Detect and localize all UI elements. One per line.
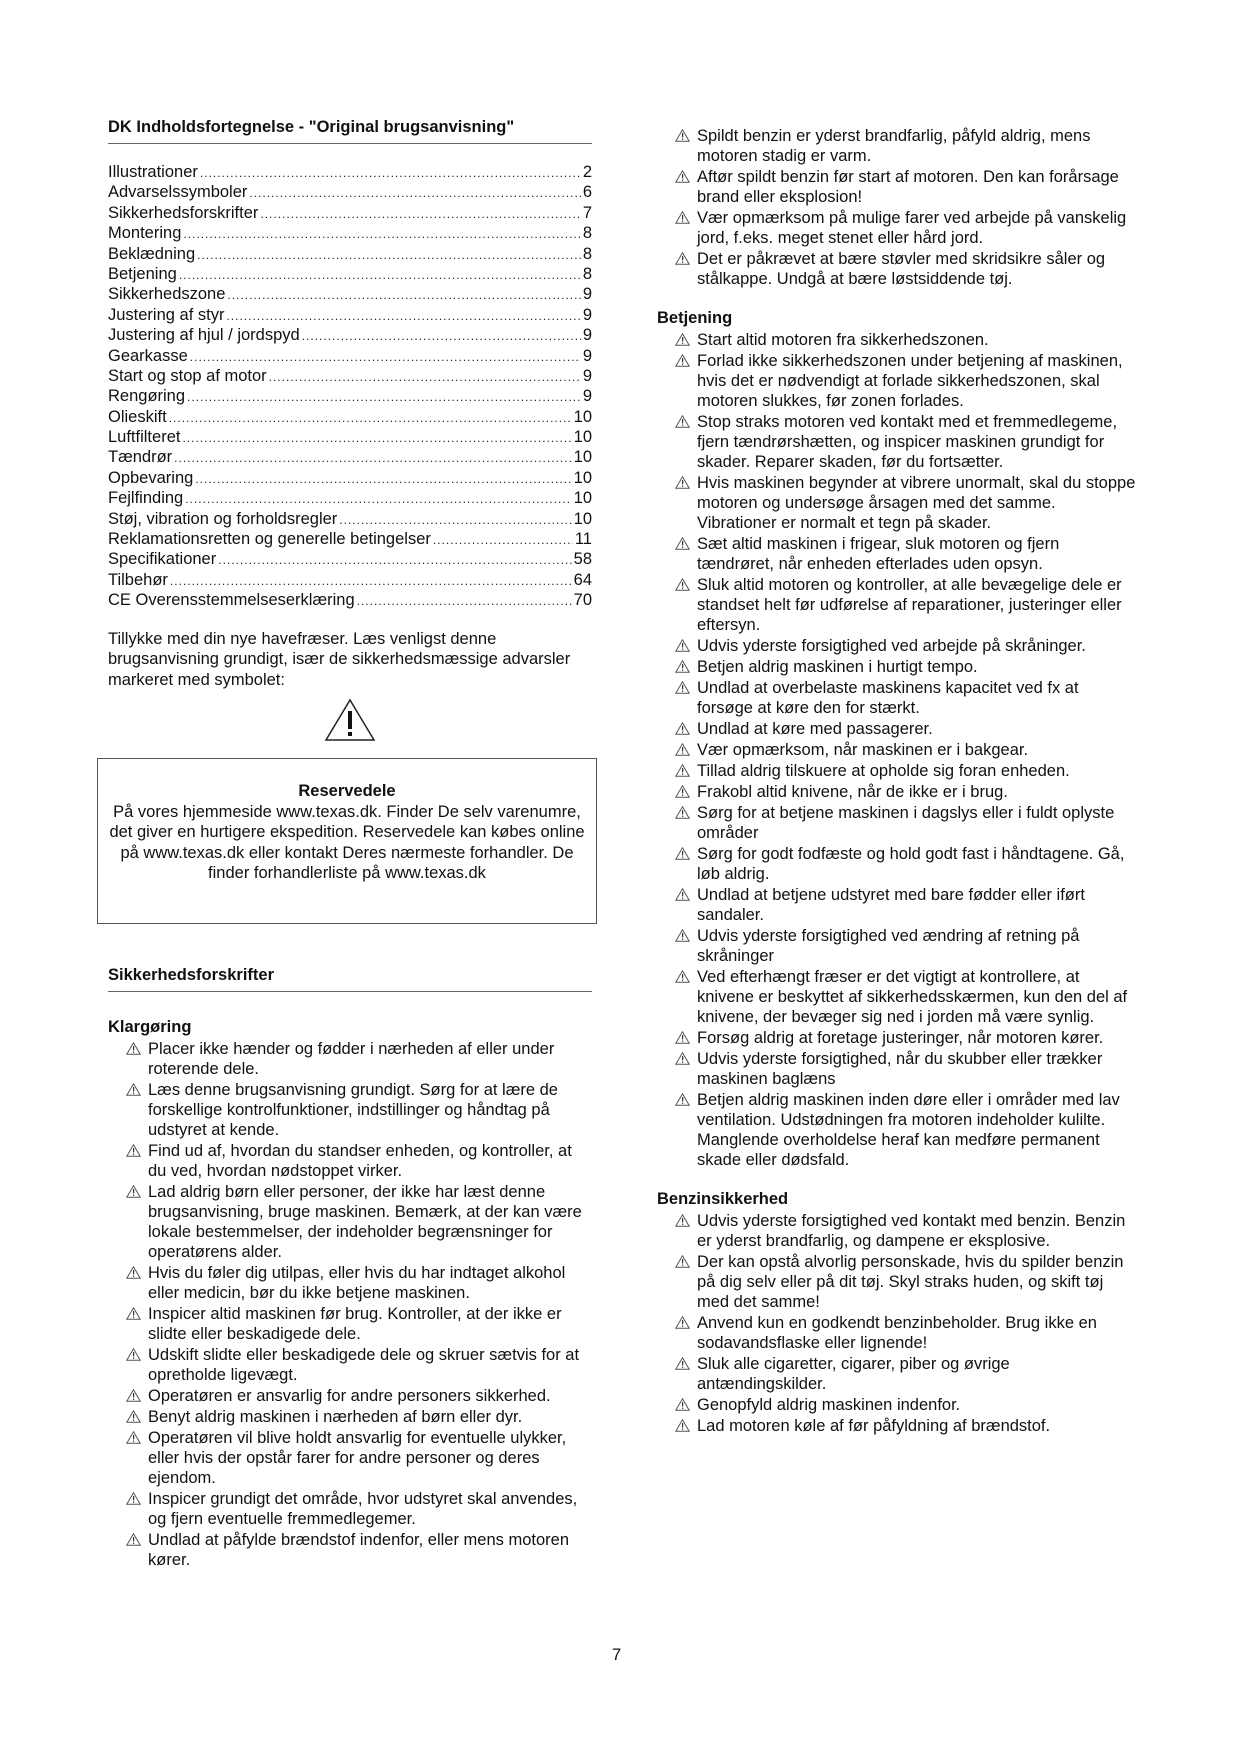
toc-leader-dots [433,530,573,550]
toc-entry [108,447,592,467]
warning-text: Udvis yderste forsigtighed ved ændring af retning på skråninger [697,927,1080,965]
warning-icon [675,476,690,489]
warning-item [657,1395,1137,1415]
betjening-list [657,330,1137,1170]
warning-icon [126,1144,141,1157]
toc-entry-page: 6 [582,183,592,202]
toc-entry-label: Justering af hjul / jordspyd [108,326,300,345]
warning-icon [126,1389,141,1402]
toc-leader-dots [185,489,571,509]
warning-item [657,412,1137,472]
toc-entry [108,549,592,569]
warning-text: Sluk alle cigaretter, cigarer, piber og øvrige antændingskilder. [697,1355,1010,1393]
warning-item [657,885,1137,925]
warning-item [657,351,1137,411]
toc-entry-page: 9 [582,285,592,304]
toc-entry [108,366,592,386]
toc-leader-dots [174,448,571,468]
benzin-heading: Benzinsikkerhed [657,1190,789,1208]
toc-entry-label: Advarselssymboler [108,183,248,202]
warning-text: Vær opmærksom, når maskinen er i bakgear. [697,741,1029,759]
toc-entry [108,325,592,345]
toc-leader-dots [169,408,572,428]
warning-item [108,1141,592,1181]
warning-icon [675,1093,690,1106]
warning-text: Genopfyld aldrig maskinen indenfor. [697,1396,961,1414]
warning-item [657,740,1137,760]
warning-text: Operatøren vil blive holdt ansvarlig for eventuelle ulykker, eller hvis der opstår farer for andre personer og deres ejendom. [148,1429,567,1487]
warning-text: Udvis yderste forsigtighed ved kontakt med benzin. Benzin er yderst brandfarlig, og dampene er eksplosive. [697,1212,1126,1250]
warning-item [657,636,1137,656]
warning-text: Læs denne brugsanvisning grundigt. Sørg for at lære de forskellige kontrolfunktioner, indstillinger og håndtag på udstyret at kende. [148,1081,558,1139]
warning-text: Udvis yderste forsigtighed, når du skubber eller trækker maskinen baglæns [697,1050,1103,1088]
warning-icon [675,1357,690,1370]
warning-item [657,657,1137,677]
warning-icon [675,1398,690,1411]
toc-leader-dots [190,347,581,367]
toc-entry [108,468,592,488]
toc-entry [108,427,592,447]
warning-text: Undlad at påfylde brændstof indenfor, eller mens motoren kører. [148,1531,569,1569]
toc-leader-dots [227,285,580,305]
warning-item [657,249,1137,289]
warning-text: Aftør spildt benzin før start af motoren. Den kan forårsage brand eller eksplosion! [697,168,1119,206]
warning-item [657,534,1137,574]
warning-text: Udskift slidte eller beskadigede dele og skruer sætvis for at opretholde ligevægt. [148,1346,580,1384]
toc-entry-label: Reklamationsretten og generelle betingelser [108,530,431,549]
warning-icon [126,1431,141,1444]
warning-icon [675,681,690,694]
warning-icon [126,1307,141,1320]
toc-entry-label: Støj, vibration og forholdsregler [108,509,338,528]
toc-entry-label: Gearkasse [108,346,188,365]
toc-entry-label: Illustrationer [108,163,198,181]
warning-icon [675,970,690,983]
klargoring-heading: Klargøring [108,1018,192,1036]
toc-entry [108,284,592,304]
warning-icon [675,354,690,367]
warning-item [657,575,1137,635]
warning-text: Start altid motoren fra sikkerhedszonen. [697,331,989,349]
warning-item [108,1080,592,1140]
warning-icon [126,1410,141,1423]
warning-item [657,1049,1137,1089]
warning-text: Frakobl altid knivene, når de ikke er i brug. [697,783,1008,801]
warning-icon [675,722,690,735]
warning-item [657,719,1137,739]
toc-entry-label: Luftfilteret [108,428,181,447]
warning-icon [126,1185,141,1198]
warning-text: Det er påkrævet at bære støvler med skridsikre såler og stålkappe. Undgå at bære løstsiddende tøj. [697,250,1106,288]
warning-text: Undlad at betjene udstyret med bare fødder eller iført sandaler. [697,886,1085,924]
warning-item [108,1489,592,1529]
warning-text: Sørg for at betjene maskinen i dagslys eller i fuldt oplyste områder [697,804,1115,842]
toc-entry [108,407,592,427]
toc-entry-label: Tilbehør [108,570,168,589]
toc-entry-page: 70 [573,591,592,610]
toc-entry-label: Olieskift [108,407,167,426]
warning-item [657,473,1137,533]
warning-text: Find ud af, hvordan du standser enheden, og kontroller, at du ved, hvordan nødstoppet virker. [148,1142,572,1180]
toc-entry-page: 9 [582,305,592,324]
toc-entry-page: 10 [573,428,592,447]
warning-icon [675,170,690,183]
toc-leader-dots [269,367,581,387]
toc-entry-label: Fejlfinding [108,489,184,508]
warning-icon [675,333,690,346]
warning-item [657,803,1137,843]
warning-icon [126,1533,141,1546]
warning-icon [675,129,690,142]
toc-entry [108,570,592,590]
toc-leader-dots [183,224,580,244]
warning-icon [675,743,690,756]
toc-entry-page: 10 [573,407,592,426]
warning-item [108,1039,592,1079]
warning-icon [675,929,690,942]
toc-leader-dots [195,469,571,489]
warning-text: Sæt altid maskinen i frigear, sluk motoren og fjern tændrøret, når enheden efterlades uden opsyn. [697,535,1060,573]
toc-entry [108,203,592,223]
warning-text: Spildt benzin er yderst brandfarlig, påfyld aldrig, mens motoren stadig er varm. [697,127,1091,165]
toc-entry-page: 9 [582,346,592,365]
benzin-list [657,1211,1137,1436]
toc-entry [108,346,592,366]
warning-icon [126,1083,141,1096]
warning-item [657,167,1137,207]
warning-item [108,1428,592,1488]
toc-entry-label: Opbevaring [108,468,194,487]
warning-icon [675,660,690,673]
toc-leader-dots [260,204,580,224]
toc-entry-label: Rengøring [108,387,186,406]
warning-text: Forsøg aldrig at foretage justeringer, når motoren kører. [697,1029,1104,1047]
toc-leader-dots [170,571,572,591]
warning-text: Undlad at overbelaste maskinens kapacitet ved fx at forsøge at køre den for stærkt. [697,679,1079,717]
warning-text: Stop straks motoren ved kontakt med et fremmedlegeme, fjern tændrørshætten, og inspicer maskinen grundigt for skader. Reparer skaden, før du fortsætter. [697,413,1118,471]
warning-triangle-icon [324,698,376,742]
warning-text: Inspicer altid maskinen før brug. Kontroller, at der ikke er slidte eller beskadigede dele. [148,1305,562,1343]
warning-text: Benyt aldrig maskinen i nærheden af børn eller dyr. [148,1408,523,1426]
warning-item [108,1386,592,1406]
warning-item [657,1313,1137,1353]
warning-item [657,330,1137,350]
left-column [108,118,592,742]
toc-leader-dots [179,265,581,285]
toc-entry [108,488,592,508]
toc-entry-page: 10 [573,509,592,528]
toc-entry-label: Start og stop af motor [108,366,267,385]
warning-text: Lad aldrig børn eller personer, der ikke har læst denne brugsanvisning, bruge maskinen. Bemærk, at der kan være lokale bestemmelser, der indeholder begrænsninger for operatørens alder. [148,1183,582,1261]
warning-icon [675,806,690,819]
warning-icon [675,1052,690,1065]
warning-icon [675,847,690,860]
toc-entry-label: Specifikationer [108,550,217,569]
warning-item [657,782,1137,802]
warning-text: Ved efterhængt fræser er det vigtigt at kontrollere, at knivene er beskyttet af sikkerhedsskærmen, kun den del af knivene, der bevæger sig ned i jorden må være synlig. [697,968,1128,1026]
toc-entry [108,305,592,325]
toc-leader-dots [226,306,580,326]
warning-icon [675,1214,690,1227]
warning-item [657,1416,1137,1436]
warning-text: Hvis du føler dig utilpas, eller hvis du har indtaget alkohol eller medicin, bør du ikke betjene maskinen. [148,1264,566,1302]
safety-title: Sikkerhedsforskrifter [108,966,592,992]
toc-entry-page: 2 [582,163,592,181]
warning-icon [126,1042,141,1055]
toc-entry-page: 8 [582,224,592,243]
warning-text: Vær opmærksom på mulige farer ved arbejde på vanskelig jord, f.eks. meget stenet eller hård jord. [697,209,1127,247]
warning-item [657,844,1137,884]
warning-icon [675,639,690,652]
warning-item [657,1028,1137,1048]
warning-icon [675,785,690,798]
toc-leader-dots [187,387,581,407]
toc-entry [108,223,592,243]
table-of-contents [108,162,592,611]
warning-text: Udvis yderste forsigtighed ved arbejde på skråninger. [697,637,1086,655]
warning-text: Lad motoren køle af før påfyldning af brændstof. [697,1417,1051,1435]
page-number: 7 [612,1646,622,1664]
warning-icon [675,537,690,550]
toc-entry [108,386,592,406]
warning-item [657,1211,1137,1251]
warning-text: Anvend kun en godkendt benzinbeholder. Brug ikke en sodavandsflaske eller lignende! [697,1314,1097,1352]
toc-entry [108,509,592,529]
warning-item [657,678,1137,718]
warning-icon [675,252,690,265]
warning-text: Tillad aldrig tilskuere at opholde sig foran enheden. [697,762,1070,780]
toc-entry-label: Sikkerhedszone [108,285,226,304]
toc-entry [108,590,592,610]
spare-parts-box [97,758,597,924]
toc-entry-label: Beklædning [108,244,196,263]
spare-parts-title: Reservedele [298,782,396,800]
toc-entry-page: 9 [582,326,592,345]
warning-icon [675,1419,690,1432]
warning-text: Undlad at køre med passagerer. [697,720,933,738]
toc-title: DK Indholdsfortegnelse - "Original brugsanvisning" [108,118,592,144]
warning-text: Hvis maskinen begynder at vibrere unormalt, skal du stoppe motoren og undersøge årsagen med det samme. Vibrationer er normalt et tegn på skader. [697,474,1136,532]
warning-item [657,126,1137,166]
warning-text: Sluk altid motoren og kontroller, at alle bevægelige dele er standset helt før udførelse af reparationer, justeringer eller eftersyn. [697,576,1122,634]
warning-icon [675,888,690,901]
warning-text: Placer ikke hænder og fødder i nærheden af eller under roterende dele. [148,1040,555,1078]
warning-item [108,1304,592,1344]
warning-item [657,208,1137,248]
toc-entry-page: 7 [582,203,592,222]
toc-leader-dots [218,550,571,570]
warning-item [657,1354,1137,1394]
toc-entry-page: 10 [573,448,592,467]
toc-leader-dots [197,245,581,265]
warning-item [108,1407,592,1427]
toc-entry [108,162,592,182]
toc-leader-dots [302,326,581,346]
warning-icon [126,1266,141,1279]
warning-item [108,1530,592,1570]
warning-icon [675,211,690,224]
toc-entry-page: 10 [573,468,592,487]
right-column [657,126,1137,1437]
toc-entry [108,529,592,549]
warning-icon [126,1492,141,1505]
toc-leader-dots [200,163,581,183]
warning-icon [675,578,690,591]
warning-text: Betjen aldrig maskinen inden døre eller i områder med lav ventilation. Udstødningen fra motoren indeholder kulilte. Manglende overholdelse heraf kan medføre permanent skade eller dødsfald. [697,1091,1120,1169]
warning-text: Operatøren er ansvarlig for andre personers sikkerhed. [148,1387,551,1405]
warning-icon [675,1031,690,1044]
toc-leader-dots [249,183,580,203]
toc-entry-page: 9 [582,387,592,406]
toc-entry-label: Sikkerhedsforskrifter [108,203,259,222]
warning-icon [675,1316,690,1329]
toc-entry-page: 58 [573,550,592,569]
warning-item [108,1345,592,1385]
warning-icon [675,764,690,777]
warning-icon [675,1255,690,1268]
safety-section [108,966,592,1571]
toc-entry-label: Betjening [108,264,177,283]
toc-entry-page: 10 [573,489,592,508]
toc-entry-page: 8 [582,264,592,283]
toc-entry [108,264,592,284]
spare-parts-text: På vores hjemmeside www.texas.dk. Finder De selv varenumre, det giver en hurtigere ekspedition. Reservedele kan købes online på www.texas.dk eller kontakt Deres nærmeste forhandler. De finder forhandlerliste på www.texas.dk [109,802,585,882]
warning-text: Betjen aldrig maskinen i hurtigt tempo. [697,658,978,676]
toc-entry [108,244,592,264]
toc-entry-label: Justering af styr [108,305,225,324]
toc-entry-page: 11 [574,530,592,549]
fuel-warnings-list [657,126,1137,289]
betjening-heading: Betjening [657,309,733,327]
toc-entry-page: 9 [582,366,592,385]
warning-text: Forlad ikke sikkerhedszonen under betjening af maskinen, hvis det er nødvendigt at forlade sikkerhedszonen, skal motoren slukkes, før zonen forlades. [697,352,1123,410]
warning-item [108,1263,592,1303]
toc-entry-page: 8 [582,244,592,263]
intro-text: Tillykke med din nye havefræser. Læs venligst denne brugsanvisning grundigt, især de sikkerhedsmæssige advarsler markeret med symbolet: [108,629,571,689]
warning-item [108,1182,592,1262]
warning-icon [126,1348,141,1361]
toc-entry-label: Tændrør [108,448,173,467]
toc-entry [108,182,592,202]
klargoring-list [108,1039,592,1570]
warning-item [657,967,1137,1027]
warning-item [657,761,1137,781]
warning-icon [675,415,690,428]
toc-leader-dots [339,510,571,530]
warning-text: Inspicer grundigt det område, hvor udstyret skal anvendes, og fjern eventuelle fremmedlegemer. [148,1490,578,1528]
warning-item [657,1252,1137,1312]
warning-text: Der kan opstå alvorlig personskade, hvis du spilder benzin på dig selv eller på dit tøj. Skyl straks huden, og skift tøj med det samme! [697,1253,1124,1311]
toc-leader-dots [182,428,571,448]
toc-entry-page: 64 [573,570,592,589]
warning-item [657,926,1137,966]
toc-leader-dots [357,591,572,611]
toc-entry-label: Montering [108,224,182,243]
toc-entry-label: CE Overensstemmelseserklæring [108,591,355,610]
warning-text: Sørg for godt fodfæste og hold godt fast i håndtagene. Gå, løb aldrig. [697,845,1125,883]
warning-item [657,1090,1137,1170]
